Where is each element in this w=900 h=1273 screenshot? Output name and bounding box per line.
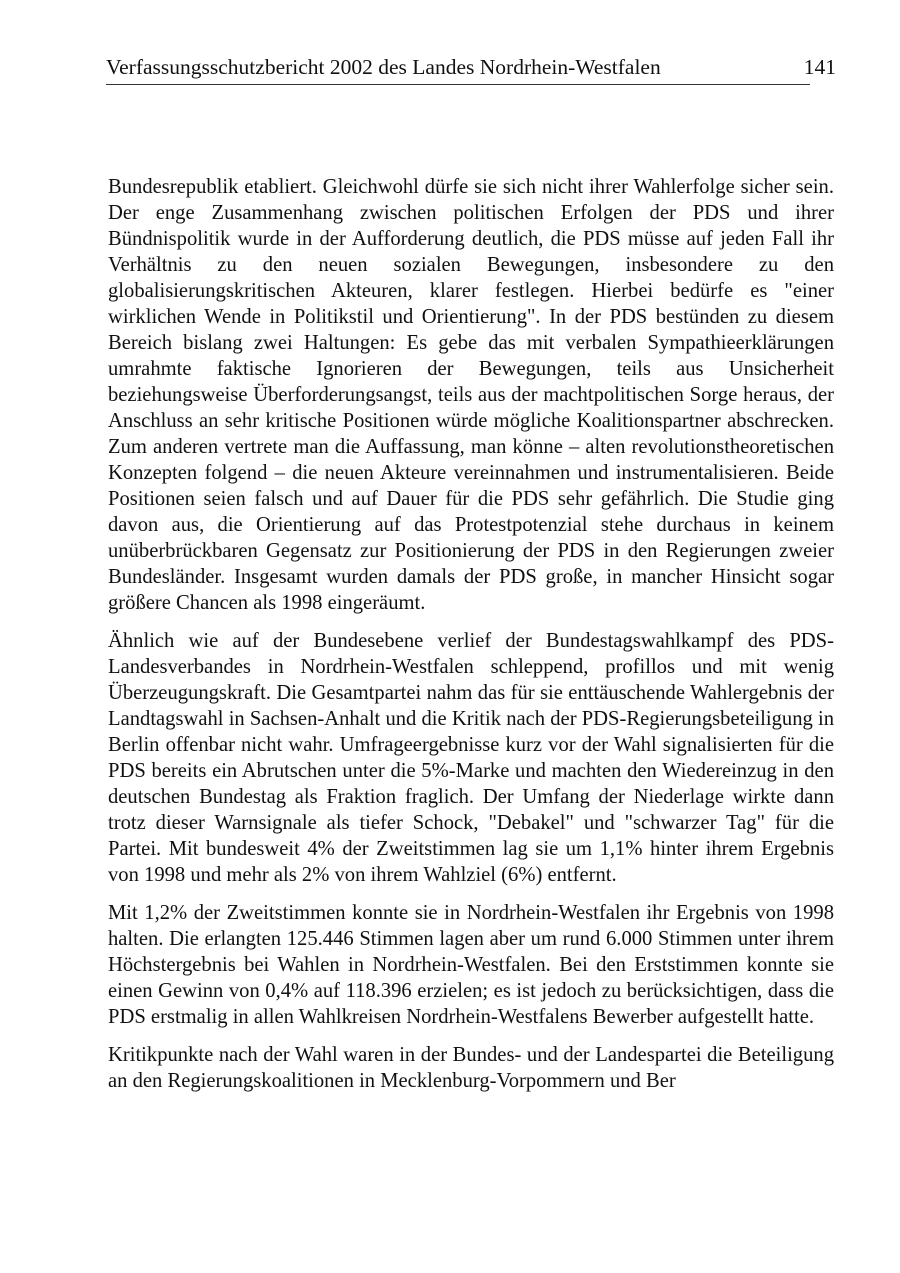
paragraph: Kritikpunkte nach der Wahl waren in der Bundes- und der Landespartei die Beteiligung an den Regierungskoalitionen in Mecklenburg-Vorpommern und Ber (108, 1044, 834, 1092)
page-number: 141 (803, 55, 836, 79)
body-text (108, 174, 834, 1106)
paragraph: Bundesrepublik etabliert. Gleichwohl dürfe sie sich nicht ihrer Wahlerfolge sicher sein. Der enge Zusammenhang zwischen politischen Erfolgen der PDS und ihrer Bündnispolitik wurde in der Aufforderung deutlich, die PDS müsse auf jeden Fall ihr Verhältnis zu den neuen sozialen Bewegungen, insbesondere zu den globalisierungskritischen Akteuren, klarer festlegen. Hierbei bedürfe es "einer wirklichen Wende in Politikstil und Orientierung". In der PDS bestünden zu diesem Bereich bislang zwei Haltungen: Es gebe das mit verbalen Sympathieerklärungen umrahmte faktische Ignorieren der Bewegungen, teils aus Unsicherheit beziehungsweise Überforderungsangst, teils aus der machtpolitischen Sorge heraus, der Anschluss an sehr kritische Positionen würde mögliche Koalitionspartner abschrecken. Zum anderen vertrete man die Auffassung, man könne – alten revolutionstheoretischen Konzepten folgend – die neuen Akteure vereinnahmen und instrumentalisieren. Beide Positionen seien falsch und auf Dauer für die PDS sehr gefährlich. Die Studie ging davon aus, die Orientierung auf das Protestpotenzial stehe durchaus in keinem unüberbrückbaren Gegensatz zur Positionierung der PDS in den Regierungen zweier Bundesländer. Insgesamt wurden damals der PDS große, in mancher Hinsicht sogar größere Chancen als 1998 eingeräumt. (108, 176, 834, 614)
paragraph: Mit 1,2% der Zweitstimmen konnte sie in Nordrhein-Westfalen ihr Ergebnis von 1998 halten. Die erlangten 125.446 Stimmen lagen aber um rund 6.000 Stimmen unter ihrem Höchstergebnis bei Wahlen in Nordrhein-Westfalen. Bei den Erststimmen konnte sie einen Gewinn von 0,4% auf 118.396 erzielen; es ist jedoch zu berücksichtigen, dass die PDS erstmalig in allen Wahlkreisen Nordrhein-Westfalens Bewerber aufgestellt hatte. (108, 902, 834, 1028)
paragraph: Ähnlich wie auf der Bundesebene verlief der Bundestagswahlkampf des PDS-Landesverbandes in Nordrhein-Westfalen schleppend, profillos und mit wenig Überzeugungskraft. Die Gesamtpartei nahm das für sie enttäuschende Wahlergebnis der Landtagswahl in Sachsen-Anhalt und die Kritik nach der PDS-Regierungsbeteiligung in Berlin offenbar nicht wahr. Umfrageergebnisse kurz vor der Wahl signalisierten für die PDS bereits ein Abrutschen unter die 5%-Marke und machten den Wiedereinzug in den deutschen Bundestag als Fraktion fraglich. Der Umfang der Niederlage wirkte dann trotz dieser Warnsignale als tiefer Schock, "Debakel" und "schwarzer Tag" für die Partei. Mit bundesweit 4% der Zweitstimmen lag sie um 1,1% hinter ihrem Ergebnis von 1998 und mehr als 2% von ihrem Wahlziel (6%) entfernt. (108, 630, 834, 886)
running-header (106, 54, 836, 85)
header-title: Verfassungsschutzbericht 2002 des Landes Nordrhein-Westfalen (106, 55, 661, 79)
